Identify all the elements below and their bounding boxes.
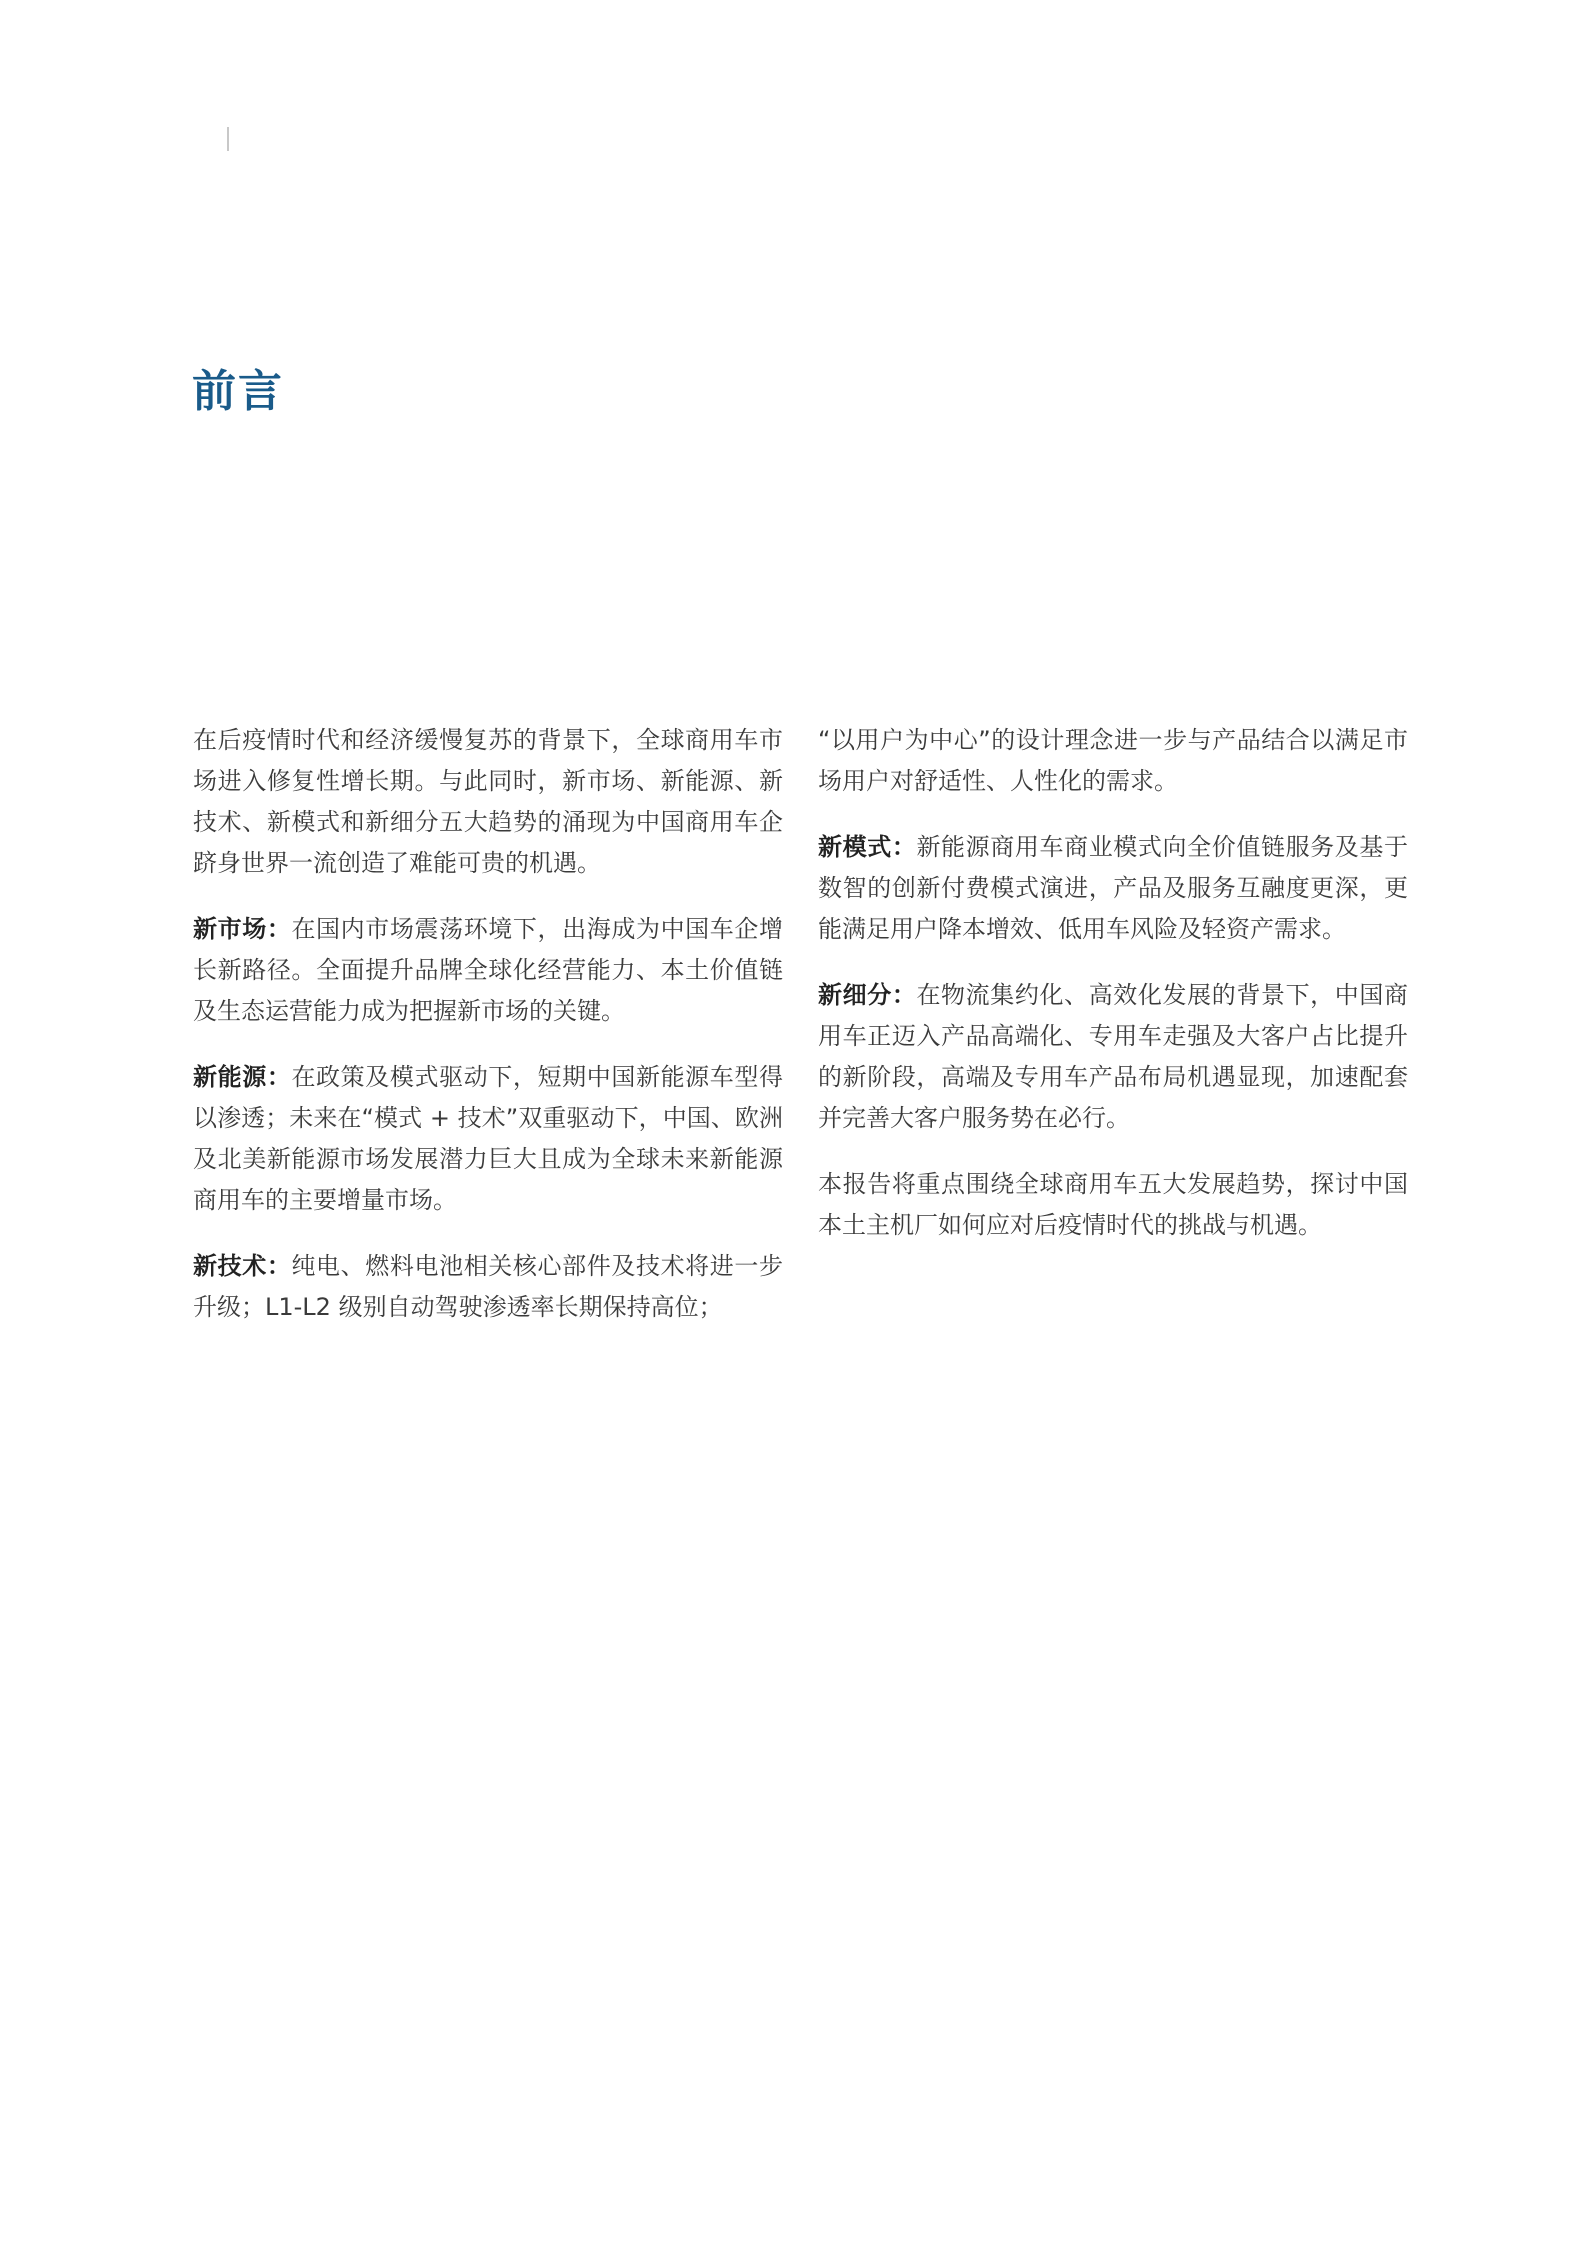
section-new-model-text: 新能源商用车商业模式向全价值链服务及基于数智的创新付费模式演进，产品及服务互融度更深，更能满足用户降本增效、低用车风险及轻资产需求。 — [818, 833, 1409, 943]
section-new-model — [818, 827, 1408, 950]
section-new-segment-text: 在物流集约化、高效化发展的背景下，中国商用车正迈入产品高端化、专用车走强及大客户占比提升的新阶段，高端及专用车产品布局机遇显现，加速配套并完善大客户服务势在必行。 — [818, 981, 1409, 1132]
section-new-segment-label: 新细分： — [818, 981, 917, 1009]
header-divider — [227, 127, 229, 151]
section-new-technology-label: 新技术： — [193, 1252, 292, 1280]
section-new-segment — [818, 975, 1408, 1139]
section-new-model-label: 新模式： — [818, 833, 917, 861]
section-new-market-text: 在国内市场震荡环境下，出海成为中国车企增长新路径。全面提升品牌全球化经营能力、本土价值链及生态运营能力成为把握新市场的关键。 — [193, 915, 784, 1025]
intro-paragraph: 在后疫情时代和经济缓慢复苏的背景下，全球商用车市场进入修复性增长期。与此同时，新市场、新能源、新技术、新模式和新细分五大趋势的涌现为中国商用车企跻身世界一流创造了难能可贵的机遇。 — [193, 726, 783, 877]
page-title: 前言 — [192, 366, 284, 417]
section-new-energy-label: 新能源： — [193, 1063, 292, 1091]
section-new-energy-text: 在政策及模式驱动下，短期中国新能源车型得以渗透；未来在“模式 + 技术”双重驱动下，中国、欧洲及北美新能源市场发展潜力巨大且成为全球未来新能源商用车的主要增量市场。 — [193, 1063, 784, 1214]
section-new-technology — [193, 1246, 783, 1328]
section-new-market — [193, 909, 783, 1032]
section-new-market-label: 新市场： — [193, 915, 292, 943]
right-column — [818, 720, 1408, 1271]
conclusion-paragraph: 本报告将重点围绕全球商用车五大发展趋势，探讨中国本土主机厂如何应对后疫情时代的挑战与机遇。 — [818, 1170, 1408, 1239]
section-new-technology-text: 纯电、燃料电池相关核心部件及技术将进一步升级；L1-L2 级别自动驾驶渗透率长期保持高位； — [193, 1252, 784, 1321]
section-new-energy — [193, 1057, 783, 1221]
section-new-technology-continued: “以用户为中心”的设计理念进一步与产品结合以满足市场用户对舒适性、人性化的需求。 — [818, 726, 1408, 795]
left-column — [193, 720, 783, 1353]
